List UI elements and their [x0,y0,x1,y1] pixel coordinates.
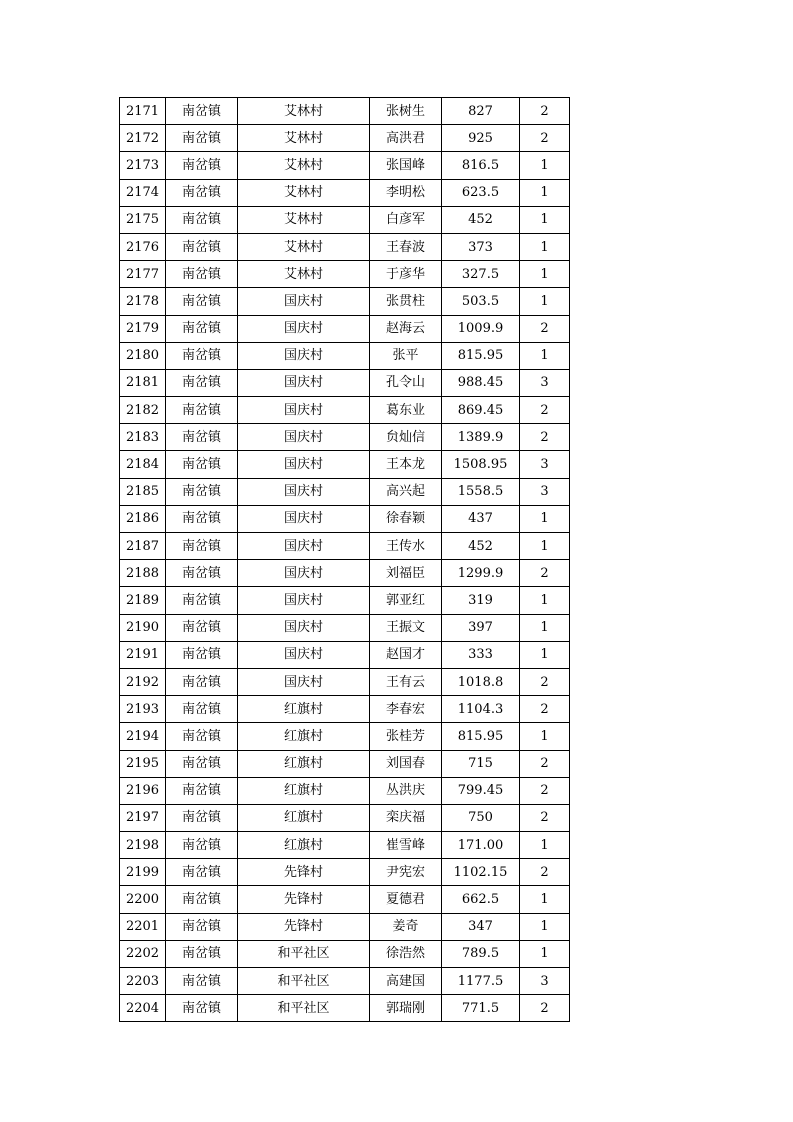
cell-village: 国庆村 [238,533,370,560]
cell-amount: 452 [442,206,520,233]
cell-village: 艾林村 [238,261,370,288]
cell-town: 南岔镇 [166,886,238,913]
cell-name: 王春波 [370,233,442,260]
cell-village: 国庆村 [238,315,370,342]
cell-name: 白彦军 [370,206,442,233]
cell-index: 2192 [120,668,166,695]
cell-name: 郭瑞刚 [370,995,442,1022]
cell-name: 张贯柱 [370,288,442,315]
cell-name: 李明松 [370,179,442,206]
cell-amount: 1102.15 [442,859,520,886]
cell-index: 2184 [120,451,166,478]
cell-amount: 799.45 [442,777,520,804]
cell-village: 先锋村 [238,886,370,913]
cell-town: 南岔镇 [166,369,238,396]
table-row [120,723,570,750]
cell-count: 2 [520,804,570,831]
table-row [120,533,570,560]
cell-name: 王传水 [370,533,442,560]
cell-count: 1 [520,206,570,233]
cell-count: 1 [520,641,570,668]
cell-index: 2188 [120,560,166,587]
cell-name: 徐浩然 [370,940,442,967]
cell-index: 2194 [120,723,166,750]
cell-index: 2193 [120,696,166,723]
cell-count: 1 [520,233,570,260]
table-row [120,886,570,913]
cell-name: 张树生 [370,98,442,125]
cell-village: 红旗村 [238,832,370,859]
cell-town: 南岔镇 [166,913,238,940]
cell-name: 夏德君 [370,886,442,913]
cell-village: 艾林村 [238,179,370,206]
cell-index: 2181 [120,369,166,396]
cell-index: 2197 [120,804,166,831]
table-row [120,369,570,396]
cell-name: 高兴起 [370,478,442,505]
cell-count: 2 [520,777,570,804]
cell-index: 2171 [120,98,166,125]
table-row [120,940,570,967]
cell-village: 国庆村 [238,587,370,614]
cell-count: 1 [520,832,570,859]
cell-index: 2173 [120,152,166,179]
table-row [120,152,570,179]
cell-name: 葛东业 [370,397,442,424]
cell-town: 南岔镇 [166,315,238,342]
cell-name: 栾庆福 [370,804,442,831]
cell-amount: 1389.9 [442,424,520,451]
cell-town: 南岔镇 [166,641,238,668]
cell-town: 南岔镇 [166,342,238,369]
cell-index: 2176 [120,233,166,260]
cell-village: 红旗村 [238,723,370,750]
cell-amount: 827 [442,98,520,125]
cell-village: 国庆村 [238,397,370,424]
cell-count: 2 [520,668,570,695]
cell-count: 1 [520,533,570,560]
cell-town: 南岔镇 [166,587,238,614]
cell-town: 南岔镇 [166,533,238,560]
cell-amount: 662.5 [442,886,520,913]
table-row [120,342,570,369]
cell-town: 南岔镇 [166,940,238,967]
cell-name: 崔雪峰 [370,832,442,859]
cell-index: 2190 [120,614,166,641]
cell-town: 南岔镇 [166,505,238,532]
cell-name: 张国峰 [370,152,442,179]
cell-village: 红旗村 [238,696,370,723]
table-row [120,587,570,614]
cell-village: 艾林村 [238,98,370,125]
cell-index: 2201 [120,913,166,940]
cell-village: 国庆村 [238,288,370,315]
cell-amount: 816.5 [442,152,520,179]
cell-index: 2196 [120,777,166,804]
cell-index: 2174 [120,179,166,206]
cell-name: 王本龙 [370,451,442,478]
table-row [120,478,570,505]
table-row [120,505,570,532]
cell-village: 国庆村 [238,560,370,587]
cell-town: 南岔镇 [166,750,238,777]
cell-village: 国庆村 [238,451,370,478]
cell-name: 尹宪宏 [370,859,442,886]
cell-count: 2 [520,859,570,886]
cell-count: 1 [520,179,570,206]
table-row [120,641,570,668]
cell-name: 姜奇 [370,913,442,940]
cell-count: 3 [520,478,570,505]
cell-count: 1 [520,288,570,315]
cell-town: 南岔镇 [166,804,238,831]
cell-village: 国庆村 [238,369,370,396]
cell-name: 刘福臣 [370,560,442,587]
cell-index: 2179 [120,315,166,342]
cell-index: 2202 [120,940,166,967]
cell-count: 1 [520,723,570,750]
cell-name: 高建国 [370,968,442,995]
cell-amount: 1009.9 [442,315,520,342]
table-row [120,832,570,859]
cell-count: 2 [520,560,570,587]
cell-count: 1 [520,152,570,179]
cell-amount: 1299.9 [442,560,520,587]
cell-amount: 373 [442,233,520,260]
cell-amount: 503.5 [442,288,520,315]
table-row [120,98,570,125]
cell-town: 南岔镇 [166,968,238,995]
cell-town: 南岔镇 [166,98,238,125]
cell-amount: 988.45 [442,369,520,396]
cell-index: 2175 [120,206,166,233]
cell-name: 李春宏 [370,696,442,723]
cell-amount: 347 [442,913,520,940]
cell-amount: 789.5 [442,940,520,967]
cell-index: 2177 [120,261,166,288]
cell-count: 3 [520,968,570,995]
cell-amount: 437 [442,505,520,532]
table-row [120,206,570,233]
cell-name: 高洪君 [370,125,442,152]
cell-amount: 171.00 [442,832,520,859]
cell-name: 于彦华 [370,261,442,288]
cell-index: 2203 [120,968,166,995]
cell-village: 艾林村 [238,206,370,233]
table-row [120,397,570,424]
table-body [120,98,570,1022]
cell-amount: 1018.8 [442,668,520,695]
cell-village: 国庆村 [238,641,370,668]
cell-count: 1 [520,940,570,967]
cell-village: 先锋村 [238,859,370,886]
cell-name: 孔令山 [370,369,442,396]
cell-index: 2189 [120,587,166,614]
table-row [120,804,570,831]
cell-count: 2 [520,397,570,424]
cell-count: 1 [520,913,570,940]
cell-amount: 750 [442,804,520,831]
cell-amount: 715 [442,750,520,777]
cell-index: 2183 [120,424,166,451]
cell-town: 南岔镇 [166,179,238,206]
cell-town: 南岔镇 [166,397,238,424]
table-row [120,125,570,152]
cell-name: 张桂芳 [370,723,442,750]
cell-village: 国庆村 [238,505,370,532]
table-row [120,750,570,777]
cell-town: 南岔镇 [166,125,238,152]
cell-name: 丛洪庆 [370,777,442,804]
cell-count: 2 [520,696,570,723]
table-row [120,777,570,804]
cell-amount: 327.5 [442,261,520,288]
cell-count: 1 [520,886,570,913]
table-row [120,451,570,478]
cell-amount: 1508.95 [442,451,520,478]
cell-amount: 771.5 [442,995,520,1022]
cell-name: 张平 [370,342,442,369]
cell-town: 南岔镇 [166,668,238,695]
cell-amount: 815.95 [442,723,520,750]
cell-index: 2199 [120,859,166,886]
cell-village: 艾林村 [238,125,370,152]
cell-amount: 333 [442,641,520,668]
cell-amount: 1558.5 [442,478,520,505]
cell-count: 1 [520,261,570,288]
cell-village: 红旗村 [238,750,370,777]
cell-count: 2 [520,98,570,125]
cell-town: 南岔镇 [166,777,238,804]
table-row [120,968,570,995]
table-row [120,913,570,940]
cell-village: 艾林村 [238,233,370,260]
cell-index: 2204 [120,995,166,1022]
cell-village: 国庆村 [238,342,370,369]
cell-town: 南岔镇 [166,206,238,233]
cell-index: 2182 [120,397,166,424]
cell-village: 红旗村 [238,777,370,804]
table-row [120,696,570,723]
cell-town: 南岔镇 [166,424,238,451]
cell-village: 先锋村 [238,913,370,940]
cell-amount: 1177.5 [442,968,520,995]
cell-village: 红旗村 [238,804,370,831]
cell-count: 2 [520,995,570,1022]
cell-village: 国庆村 [238,668,370,695]
cell-index: 2187 [120,533,166,560]
table-row [120,859,570,886]
cell-name: 贠灿信 [370,424,442,451]
cell-count: 2 [520,424,570,451]
cell-name: 王振文 [370,614,442,641]
cell-count: 1 [520,505,570,532]
cell-index: 2185 [120,478,166,505]
data-table [119,97,570,1022]
cell-index: 2191 [120,641,166,668]
cell-index: 2180 [120,342,166,369]
table-row [120,614,570,641]
cell-village: 国庆村 [238,478,370,505]
cell-name: 王有云 [370,668,442,695]
cell-amount: 869.45 [442,397,520,424]
cell-village: 和平社区 [238,968,370,995]
cell-name: 郭亚红 [370,587,442,614]
cell-index: 2200 [120,886,166,913]
cell-town: 南岔镇 [166,832,238,859]
table-row [120,995,570,1022]
cell-count: 1 [520,342,570,369]
cell-town: 南岔镇 [166,723,238,750]
cell-village: 艾林村 [238,152,370,179]
table-row [120,560,570,587]
cell-town: 南岔镇 [166,451,238,478]
table-row [120,179,570,206]
cell-town: 南岔镇 [166,995,238,1022]
cell-town: 南岔镇 [166,560,238,587]
cell-amount: 623.5 [442,179,520,206]
cell-town: 南岔镇 [166,261,238,288]
cell-name: 刘国春 [370,750,442,777]
cell-amount: 815.95 [442,342,520,369]
cell-town: 南岔镇 [166,859,238,886]
cell-index: 2195 [120,750,166,777]
cell-town: 南岔镇 [166,233,238,260]
cell-village: 国庆村 [238,424,370,451]
cell-index: 2186 [120,505,166,532]
cell-index: 2178 [120,288,166,315]
cell-count: 2 [520,750,570,777]
cell-count: 2 [520,315,570,342]
cell-count: 3 [520,369,570,396]
cell-count: 3 [520,451,570,478]
cell-town: 南岔镇 [166,478,238,505]
cell-amount: 397 [442,614,520,641]
cell-count: 2 [520,125,570,152]
table-row [120,233,570,260]
cell-index: 2172 [120,125,166,152]
cell-index: 2198 [120,832,166,859]
table-row [120,315,570,342]
table-row [120,424,570,451]
cell-amount: 925 [442,125,520,152]
cell-name: 徐春颖 [370,505,442,532]
cell-town: 南岔镇 [166,696,238,723]
cell-village: 国庆村 [238,614,370,641]
cell-amount: 452 [442,533,520,560]
table-row [120,668,570,695]
cell-village: 和平社区 [238,995,370,1022]
cell-town: 南岔镇 [166,152,238,179]
cell-count: 1 [520,587,570,614]
cell-town: 南岔镇 [166,614,238,641]
cell-name: 赵国才 [370,641,442,668]
cell-amount: 319 [442,587,520,614]
cell-amount: 1104.3 [442,696,520,723]
cell-count: 1 [520,614,570,641]
table-row [120,288,570,315]
cell-name: 赵海云 [370,315,442,342]
cell-town: 南岔镇 [166,288,238,315]
table-row [120,261,570,288]
cell-village: 和平社区 [238,940,370,967]
